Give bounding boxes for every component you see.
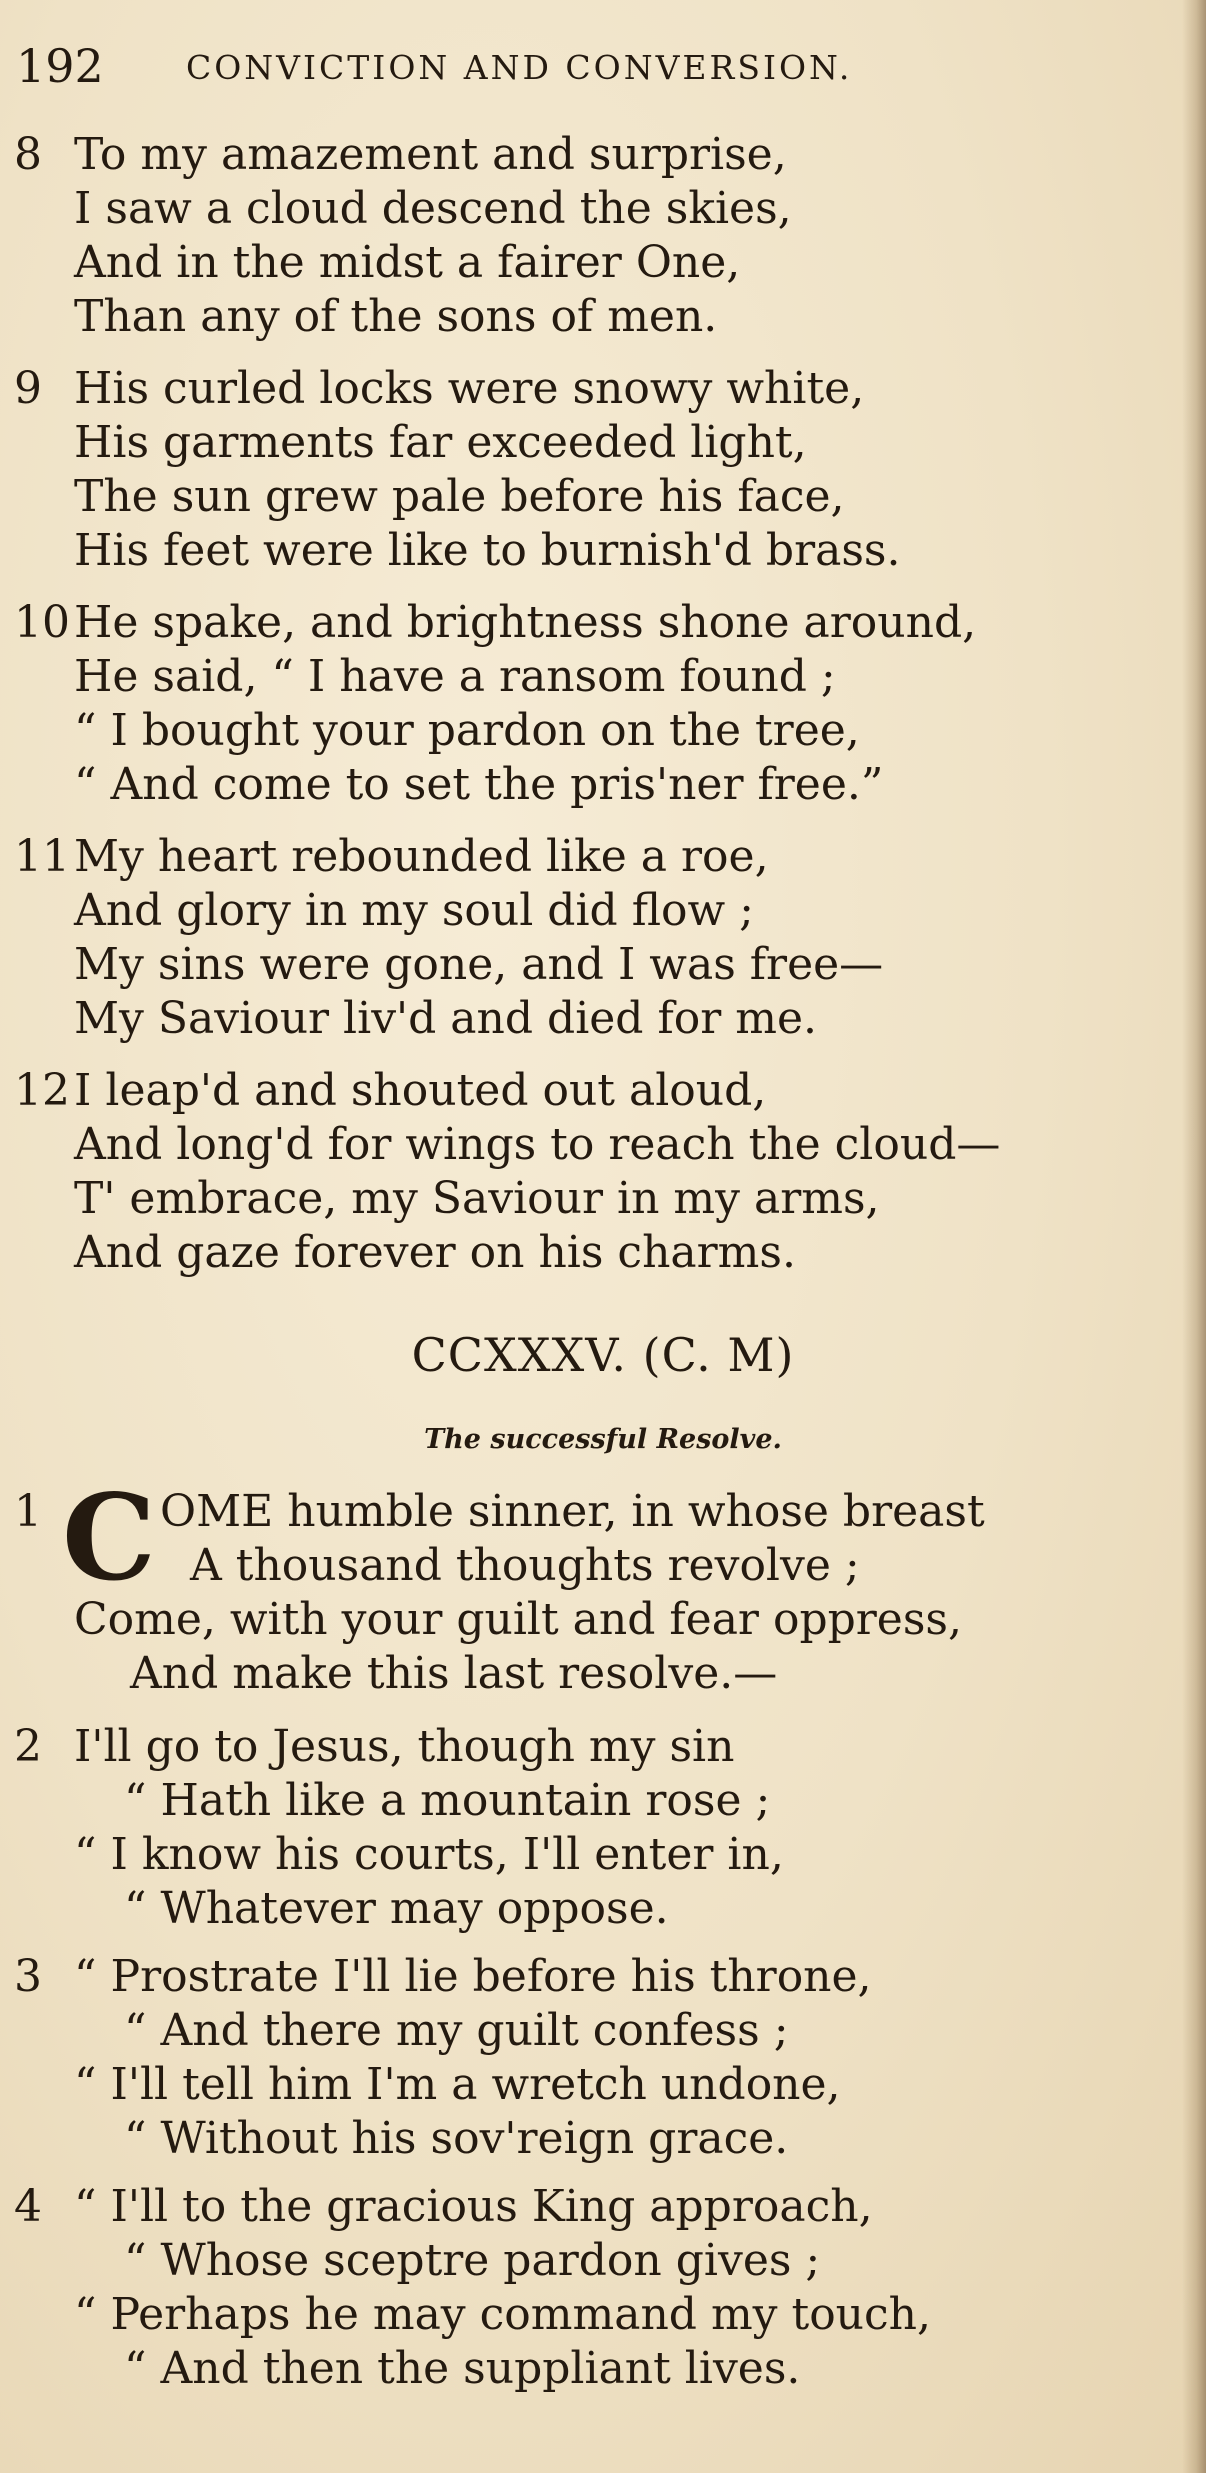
verse-text: The sun grew pale before his face, (74, 471, 845, 522)
stanza-line (14, 884, 1184, 938)
verse-text: I leap'd and shouted out aloud, (74, 1065, 767, 1116)
stanza-line (14, 830, 1184, 884)
stanza-line (14, 524, 1184, 578)
verse-text: And in the midst a fairer One, (74, 237, 741, 288)
stanza-line (14, 1950, 1184, 2004)
hymn-stanza-3 (14, 1950, 1184, 2166)
stanza-11 (14, 830, 1184, 1046)
verse-text: “ I'll to the gracious King approach, (74, 2181, 873, 2232)
verse-text: “ Perhaps he may command my touch, (74, 2289, 931, 2340)
stanza-9 (14, 362, 1184, 578)
stanza-line (14, 470, 1184, 524)
verse-text: “ I'll tell him I'm a wretch undone, (74, 2059, 841, 2110)
hymn-subtitle: The successful Resolve. (424, 1424, 782, 1455)
stanza-line (14, 1647, 1184, 1701)
verse-text: “ Hath like a mountain rose ; (124, 1775, 771, 1826)
verse-text: Than any of the sons of men. (74, 291, 718, 342)
stanza-line (14, 650, 1184, 704)
stanza-number: 11 (14, 831, 70, 882)
hymn-title: CCXXXV. (C. M) (411, 1328, 795, 1382)
verse-text: OME humble sinner, in whose breast (160, 1486, 985, 1537)
page-header (16, 36, 1196, 96)
verse-text: “ Whose sceptre pardon gives ; (124, 2235, 821, 2286)
stanza-number: 12 (14, 1065, 70, 1116)
stanza-number: 4 (14, 2181, 42, 2232)
stanza-line (14, 1118, 1184, 1172)
verse-text: “ And come to set the pris'ner free.” (74, 759, 884, 810)
stanza-line (14, 1882, 1184, 1936)
stanza-line (14, 758, 1184, 812)
verse-text: His feet were like to burnish'd brass. (74, 525, 901, 576)
verse-text: I saw a cloud descend the skies, (74, 183, 792, 234)
stanza-line (14, 1064, 1184, 1118)
verse-text: “ I bought your pardon on the tree, (74, 705, 860, 756)
stanza-line (14, 290, 1184, 344)
stanza-line (14, 704, 1184, 758)
verse-text: He spake, and brightness shone around, (74, 597, 977, 648)
verse-text: My heart rebounded like a roe, (74, 831, 769, 882)
stanza-line (14, 1485, 1184, 1539)
stanza-line (14, 362, 1184, 416)
stanza-10 (14, 596, 1184, 812)
verse-text: I'll go to Jesus, though my sin (74, 1721, 735, 1772)
stanza-number: 10 (14, 597, 70, 648)
verse-text: “ And there my guilt confess ; (124, 2005, 789, 2056)
stanza-line (14, 2234, 1184, 2288)
hymn-stanza-1 (14, 1485, 1184, 1701)
stanza-number: 9 (14, 363, 42, 414)
stanza-line (14, 1720, 1184, 1774)
verse-text: “ And then the suppliant lives. (124, 2343, 801, 2394)
stanza-line (14, 416, 1184, 470)
stanza-line (14, 2288, 1184, 2342)
stanza-line (14, 182, 1184, 236)
verse-text: “ Without his sov'reign grace. (124, 2113, 789, 2164)
stanza-line (14, 2004, 1184, 2058)
stanza-line (14, 1593, 1184, 1647)
stanza-line (14, 1226, 1184, 1280)
hymn-stanza-2 (14, 1720, 1184, 1936)
verse-text: His curled locks were snowy white, (74, 363, 865, 414)
verse-text: My Saviour liv'd and died for me. (74, 993, 817, 1044)
verse-text: “ Prostrate I'll lie before his throne, (74, 1951, 872, 2002)
stanza-line (14, 128, 1184, 182)
stanza-line (14, 2058, 1184, 2112)
verse-text: My sins were gone, and I was free— (74, 939, 884, 990)
stanza-8 (14, 128, 1184, 344)
stanza-line (14, 236, 1184, 290)
page-number: 192 (16, 39, 104, 93)
drop-cap: C (62, 1468, 156, 1607)
stanza-number: 2 (14, 1721, 42, 1772)
verse-text: “ Whatever may oppose. (124, 1883, 669, 1934)
page-edge-shadow (1182, 0, 1206, 2473)
stanza-line (14, 2342, 1184, 2396)
stanza-number: 8 (14, 129, 42, 180)
stanza-number: 1 (14, 1486, 42, 1537)
stanza-12 (14, 1064, 1184, 1280)
verse-text: And glory in my soul did flow ; (74, 885, 755, 936)
stanza-line (14, 1828, 1184, 1882)
hymn-stanza-4 (14, 2180, 1184, 2396)
stanza-line (14, 1539, 1184, 1593)
running-title: CONVICTION AND CONVERSION. (186, 48, 853, 87)
verse-text: His garments far exceeded light, (74, 417, 807, 468)
verse-text: And make this last resolve.— (130, 1648, 778, 1699)
verse-text: And gaze forever on his charms. (74, 1227, 796, 1278)
verse-text: To my amazement and surprise, (74, 129, 787, 180)
stanza-line (14, 1774, 1184, 1828)
stanza-line (14, 596, 1184, 650)
verse-text: A thousand thoughts revolve ; (190, 1540, 860, 1591)
stanza-line (14, 2112, 1184, 2166)
verse-text: Come, with your guilt and fear oppress, (74, 1594, 962, 1645)
stanza-line (14, 2180, 1184, 2234)
stanza-line (14, 1172, 1184, 1226)
verse-text: And long'd for wings to reach the cloud— (74, 1119, 1001, 1170)
verse-text: He said, “ I have a ransom found ; (74, 651, 836, 702)
stanza-line (14, 938, 1184, 992)
verse-text: T' embrace, my Saviour in my arms, (74, 1173, 880, 1224)
stanza-number: 3 (14, 1951, 42, 2002)
stanza-line (14, 992, 1184, 1046)
verse-text: “ I know his courts, I'll enter in, (74, 1829, 784, 1880)
